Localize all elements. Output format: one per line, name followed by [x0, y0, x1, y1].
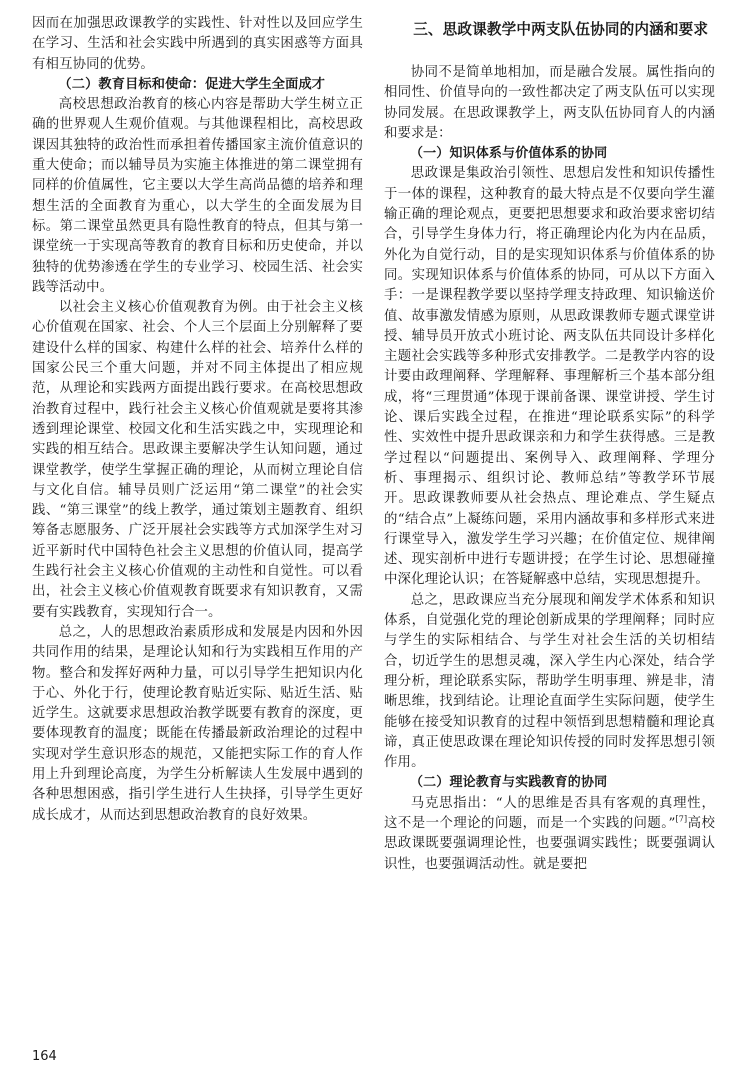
page-number: 164 — [32, 1049, 57, 1064]
paragraph-knowledge-value: 思政课是集政治引领性、思想启发性和知识传播性于一体的课程，这种教育的最大特点是不仅要向学生灌输正确的理论观点，更要把思想要求和政治要求密切结合，引导学生身体力行，将正确理论内化为内在品质，外化为自觉行动，目的是实现知识体系与价值体系的协同。实现知识体系与价值体系的协同，可从以下方面入手：一是课程教学要以坚持学理支持政理、知识输送价值、故事激发情感为原则，从思政课教师专题式课堂讲授、辅导员开放式小班讨论、两支队伍共同设计多样化主题社会实践等多种形式安排教学。二是教学内容的设计要由政理阐释、学理解释、事理解析三个基本部分组成，将“三理贯通”体现于课前备课、课堂讲授、学生讨论、课后实践全过程，在推进“理论联系实际”的科学性、实效性中提升思政课亲和力和学生获得感。三是教学过程以“问题提出、案例导入、政理阐释、学理分析、事理揭示、组织讨论、教师总结”等教学环节展开。思政课教师要从社会热点、理论难点、学生疑点的“结合点”上凝练问题，采用内涵故事和多样形式来进行课堂导入，激发学生学习兴趣；在价值定位、规律阐述、现实剖析中进行专题讲授；在学生讨论、思想碰撞中深化理论认识；在答疑解惑中总结，实现思想提升。 — [384, 166, 715, 588]
marx-quote-continued: 高校思政课既要强调理论性，也要强调实践性；既要强调认识性，也要强调活动性。就是要把 — [384, 815, 715, 872]
paragraph-core-values-example: 以社会主义核心价值观教育为例。由于社会主义核心价值观在国家、社会、个人三个层面上分别解释了要建设什么样的国家、构建什么样的社会、培养什么样的国家公民三个重大问题，并对不同主体提出了相应规范，从理论和实践两方面提出践行要求。在高校思想政治教育过程中，践行社会主义核心价值观就是要将其渗透到理论课堂、校园文化和生活实践之中，实现理论和实践的相互结合。思政课主要解决学生认知问题，通过课堂教学，使学生掌握正确的理论，从而树立理论自信与文化自信。辅导员则广泛运用“第二课堂”的社会实践、“第三课堂”的线上教学，通过策划主题教育、组织筹备志愿服务、广泛开展社会实践等方式加深学生对习近平新时代中国特色社会主义思想的价值认同，提高学生践行社会主义核心价值观的主动性和自觉性。可以看出，社会主义核心价值观教育既要求有知识教育，又需要有实践教育，实现知行合一。 — [32, 300, 363, 620]
subheading-knowledge-value: （一）知识体系与价值体系的协同 — [410, 146, 608, 162]
right-column — [384, 14, 715, 875]
paragraph-summary-right: 总之，思政课应当充分展现和阐发学术体系和知识体系，自觉强化党的理论创新成果的学理阐释；同时应与学生的实际相结合、与学生对社会生活的关切相结合，切近学生的思想灵魂，深入学生内心深处，结合学理分析，理论联系实际，帮助学生明事理、辨是非，清晰思维，找到结论。让理论直面学生实际问题，使学生能够在接受知识教育的过程中领悟到思想精髓和理论真谛，真正使思政课在理论知识传授的同时发挥思想引领作用。 — [384, 592, 715, 771]
citation-ref[interactable]: [7] — [675, 814, 688, 824]
paragraph-summary-left: 总之，人的思想政治素质形成和发展是内因和外因共同作用的结果，是理论认知和行为实践相互作用的产物。整合和发挥好两种力量，可以引导学生把知识内化于心、外化于行，使理论教育贴近实际、贴近生活、贴近学生。这就要求思想政治教学既要有教育的深度，更要体现教育的温度；既能在传播最新政治理论的过程中实现对学生意识形态的规范，又能把实际工作的育人作用上升到理论高度，为学生分析解读人生发展中遇到的各种思想困惑，指引学生进行人生抉择，引导学生更好成长成才，从而达到思想政治教育的良好效果。 — [32, 624, 363, 823]
chapter-heading-three: 三、思政课教学中两支队伍协同的内涵和要求 — [413, 21, 709, 38]
paragraph-intro-continued: 因而在加强思政课教学的实践性、针对性以及回应学生在学习、生活和社会实践中所遇到的真实困惑等方面具有相互协同的优势。 — [32, 16, 363, 72]
paragraph-synergy-intro: 协同不是简单地相加，而是融合发展。属性指向的相同性、价值导向的一致性都决定了两支队伍可以实现协同发展。在思政课教学上，两支队伍协同育人的内涵和要求是： — [384, 65, 715, 141]
paragraph-marx-quote — [384, 794, 715, 875]
subheading-theory-practice: （二）理论教育与实践教育的协同 — [410, 775, 608, 791]
left-column — [32, 14, 363, 826]
section-heading-goals: （二）教育目标和使命：促进大学生全面成才 — [58, 76, 326, 92]
paragraph-core-content: 高校思想政治教育的核心内容是帮助大学生树立正确的世界观人生观价值观。与其他课程相比，高校思政课因其独特的政治性而承担着传播国家主流价值意识的重大使命；而以辅导员为实施主体推进的第二课堂拥有同样的价值属性，它主要以大学生高尚品德的培养和理想生活的全面教育为重心，以大学生的全面发展为目标。第二课堂虽然更具有隐性教育的特点，但其与第一课堂统一于实现高等教育的教育目标和历史使命，并以独特的优势渗透在学生的专业学习、校园生活、社会实践等活动中。 — [32, 97, 363, 295]
marx-quote-text: 马克思指出：“人的思维是否具有客观的真理性，这不是一个理论的问题，而是一个实践的问题。” — [384, 795, 715, 831]
